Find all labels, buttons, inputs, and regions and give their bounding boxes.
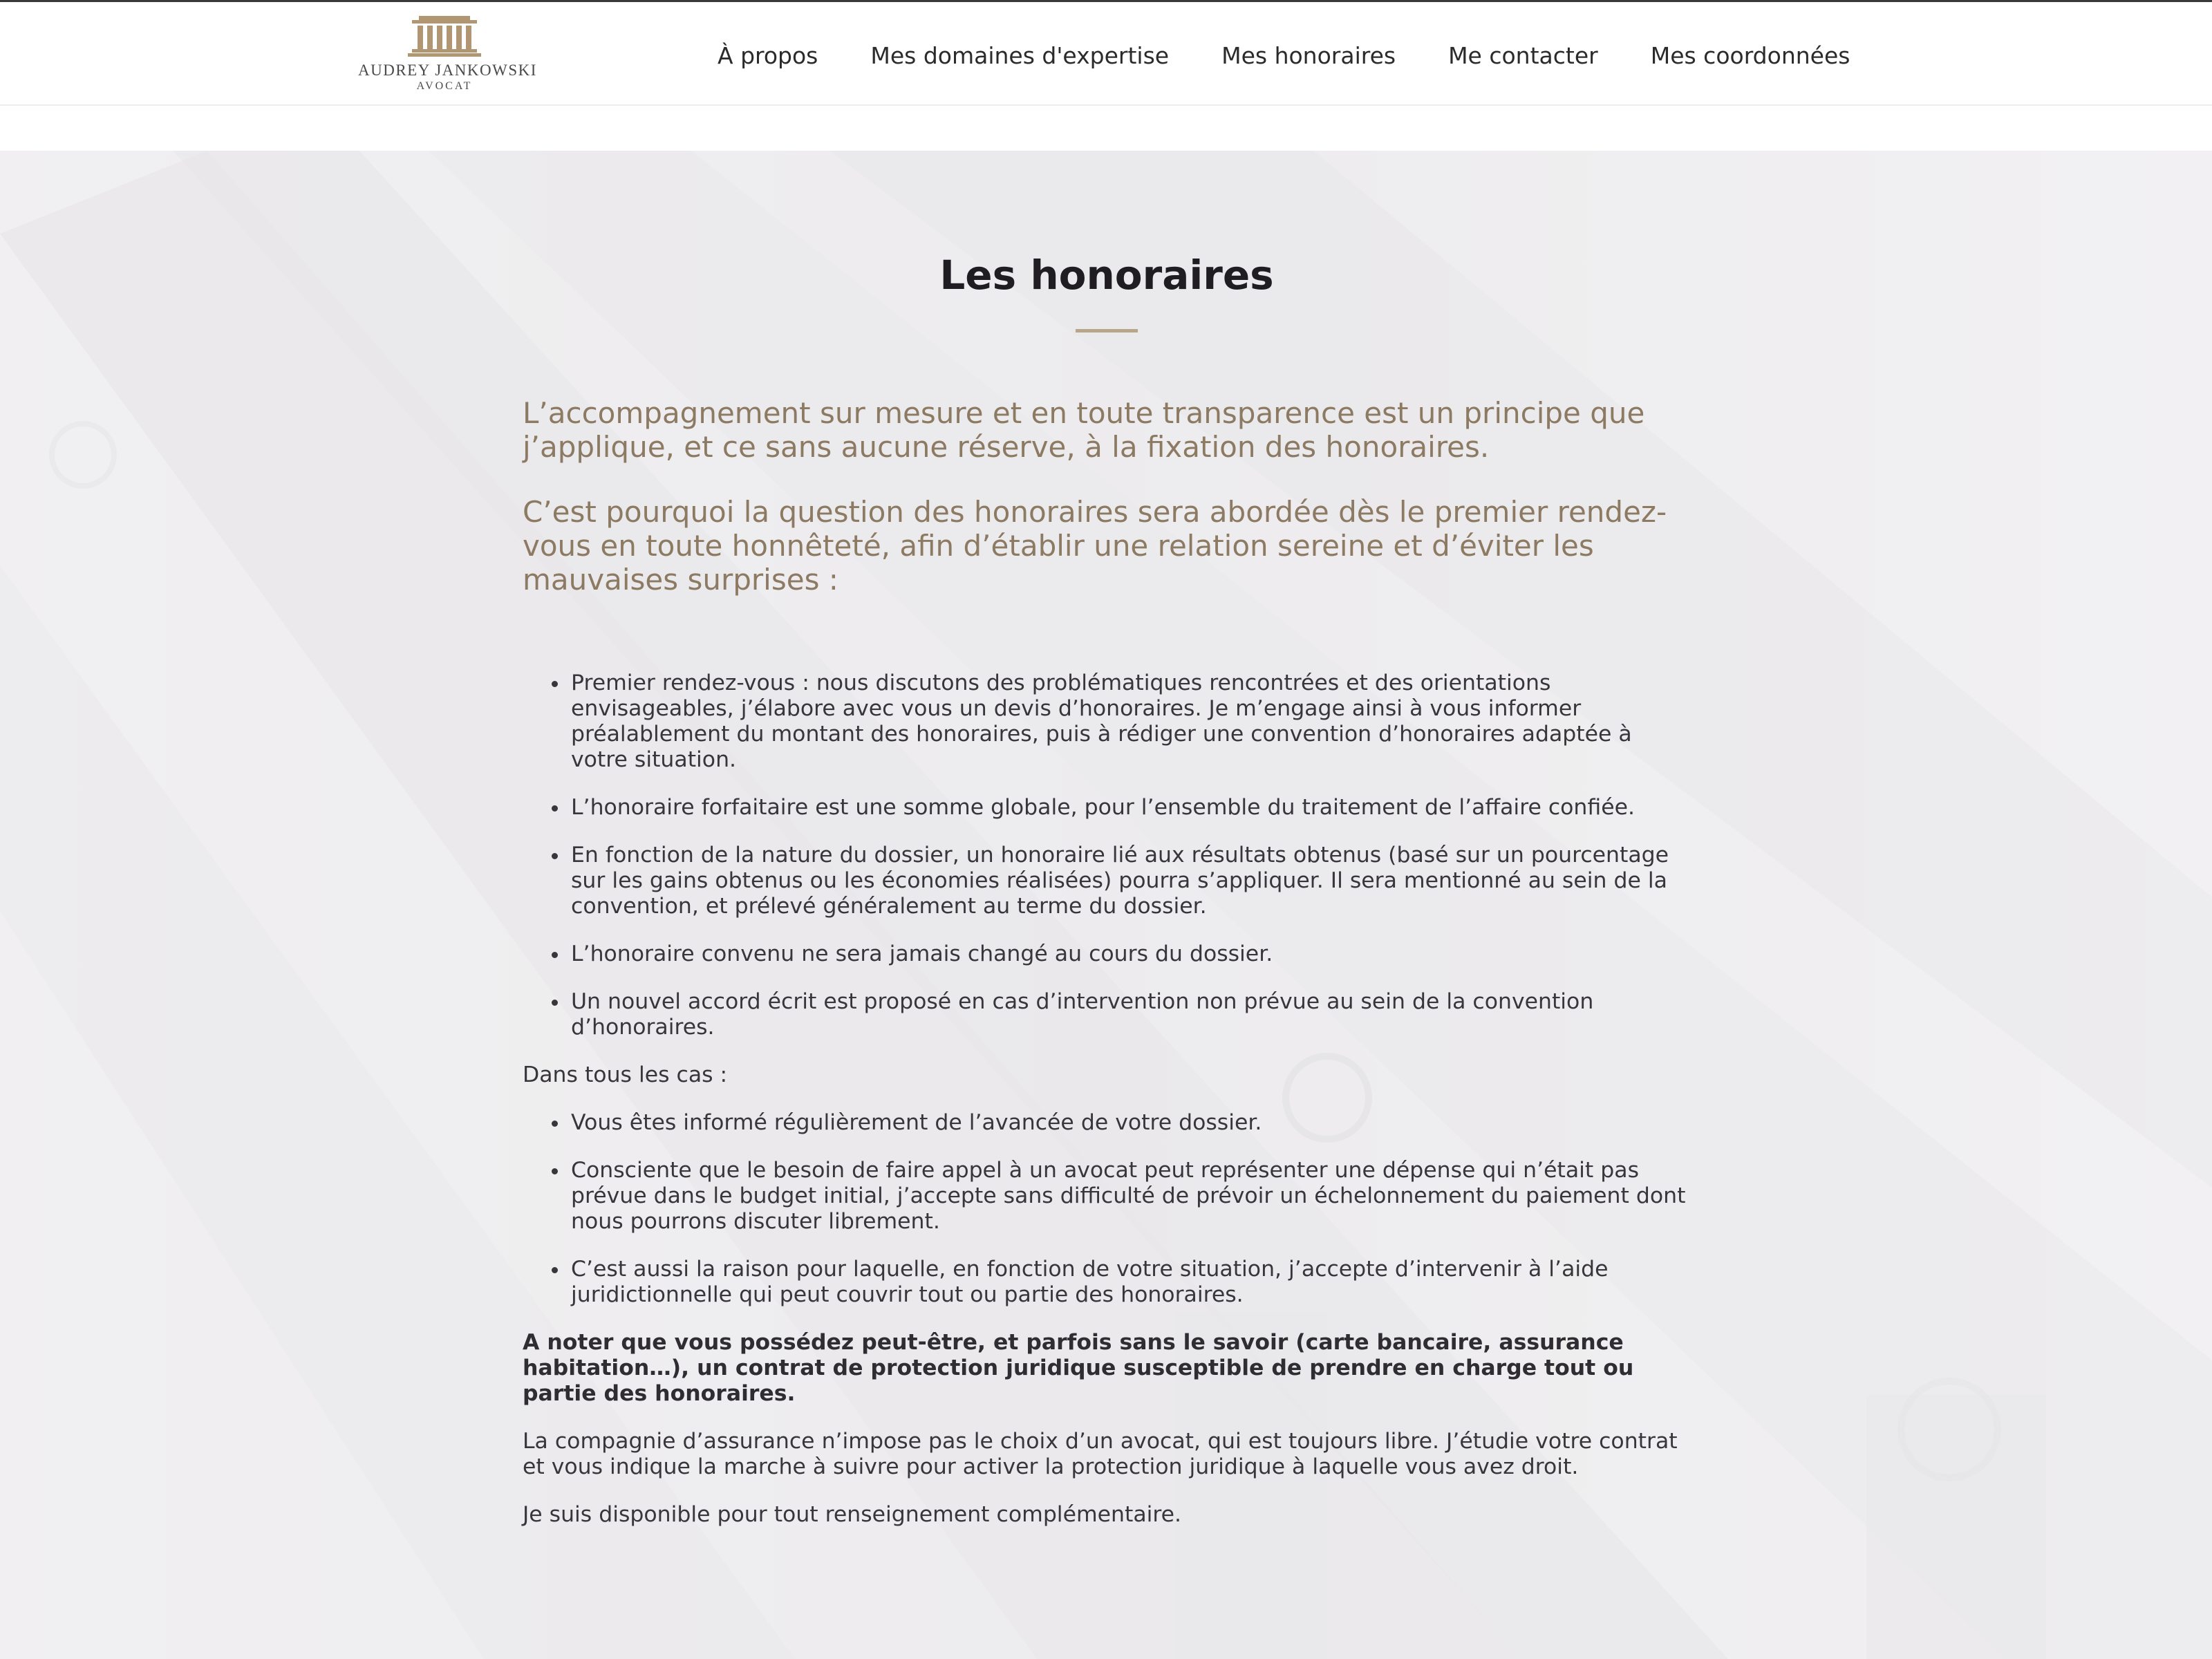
list-item: C’est aussi la raison pour laquelle, en fonction de votre situation, j’accepte d’intervenir à l’aide juridictionnelle qui peut couvrir tout ou partie des honoraires.	[571, 1257, 1691, 1308]
list-item: Consciente que le besoin de faire appel à un avocat peut représenter une dépense qui n’était pas prévue dans le budget initial, j’accepte sans difficulté de prévoir un échelonnement du paiement dont nous pourrons discuter librement.	[571, 1158, 1691, 1235]
nav-item-honoraires[interactable]: Mes honoraires	[1221, 42, 1396, 69]
title-divider	[1076, 329, 1138, 332]
all-cases-label: Dans tous les cas :	[523, 1062, 728, 1087]
honoraires-section	[0, 151, 2212, 1659]
brand-subtitle: AVOCAT	[416, 80, 473, 92]
columns-temple-icon	[406, 15, 482, 57]
list-item: L’honoraire convenu ne sera jamais changé au cours du dossier.	[571, 941, 1691, 967]
brand-name: AUDREY JANKOWSKI	[358, 62, 537, 79]
nav-item-contact[interactable]: Me contacter	[1448, 42, 1598, 69]
list-item: Vous êtes informé régulièrement de l’avancée de votre dossier.	[571, 1110, 1691, 1136]
lead-paragraph: L’accompagnement sur mesure et en toute transparence est un principe que j’applique, et ce sans aucune réserve, à la fixation des honoraires.	[523, 396, 1645, 464]
page-title: Les honoraires	[939, 252, 1274, 299]
main-nav	[691, 37, 1876, 78]
main-content	[523, 247, 1691, 1550]
fees-list	[523, 671, 1691, 1040]
list-item: Premier rendez-vous : nous discutons des problématiques rencontrées et des orientations envisageables, j’élabore avec vous un devis d’honoraires. Je m’engage ainsi à vous informer préalablement du montant des honoraires, puis à rédiger une convention d’honoraires adaptée à votre situation.	[571, 671, 1691, 773]
nav-item-expertise[interactable]: Mes domaines d'expertise	[870, 42, 1170, 69]
legal-protection-note: A noter que vous possédez peut-être, et parfois sans le savoir (carte bancaire, assurance habitation…), un contrat de protection juridique susceptible de prendre en charge tout ou partie des honoraires.	[523, 1330, 1634, 1406]
list-item: L’honoraire forfaitaire est une somme globale, pour l’ensemble du traitement de l’affaire confiée.	[571, 795, 1691, 821]
lead-paragraph: C’est pourquoi la question des honoraires sera abordée dès le premier rendez-vous en toute honnêteté, afin d’établir une relation sereine et d’éviter les mauvaises surprises :	[523, 495, 1667, 597]
list-item: En fonction de la nature du dossier, un honoraire lié aux résultats obtenus (basé sur un pourcentage sur les gains obtenus ou les économies réalisées) pourra s’appliquer. Il sera mentionné au sein de la convention, et prélevé généralement au terme du dossier.	[571, 843, 1691, 919]
site-logo[interactable]	[358, 15, 537, 96]
nav-item-a-propos[interactable]: À propos	[718, 42, 818, 69]
all-cases-list	[523, 1110, 1691, 1308]
list-item: Un nouvel accord écrit est proposé en cas d’intervention non prévue au sein de la convention d’honoraires.	[571, 989, 1691, 1040]
insurance-paragraph: La compagnie d’assurance n’impose pas le choix d’un avocat, qui est toujours libre. J’étudie votre contrat et vous indique la marche à suivre pour activer la protection juridique à laquelle vous avez droit.	[523, 1429, 1678, 1479]
nav-item-coordonnees[interactable]: Mes coordonnées	[1650, 42, 1850, 69]
site-header	[0, 2, 2212, 106]
closing-paragraph: Je suis disponible pour tout renseignement complémentaire.	[523, 1502, 1182, 1527]
